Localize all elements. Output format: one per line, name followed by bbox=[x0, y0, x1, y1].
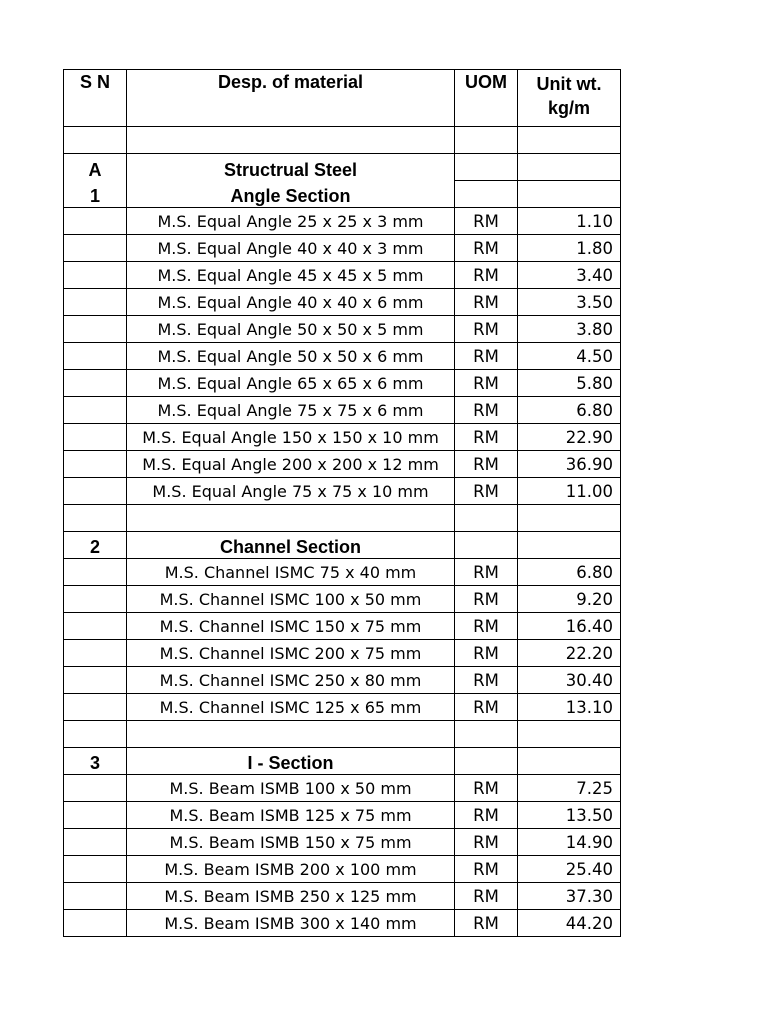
item-uom: RM bbox=[455, 343, 518, 370]
item-unit-weight: 1.10 bbox=[518, 208, 621, 235]
item-uom: RM bbox=[455, 451, 518, 478]
section-weight-cell bbox=[518, 181, 621, 208]
blank-cell bbox=[455, 721, 518, 748]
blank-cell bbox=[127, 505, 455, 532]
item-description: M.S. Beam ISMB 250 x 125 mm bbox=[127, 883, 455, 910]
item-uom: RM bbox=[455, 289, 518, 316]
item-unit-weight: 13.10 bbox=[518, 694, 621, 721]
item-uom: RM bbox=[455, 370, 518, 397]
blank-cell bbox=[64, 721, 127, 748]
item-sn-cell bbox=[64, 208, 127, 235]
item-sn-cell bbox=[64, 424, 127, 451]
header-sn: S N bbox=[64, 70, 127, 127]
material-table-body bbox=[64, 70, 621, 937]
item-description: M.S. Equal Angle 150 x 150 x 10 mm bbox=[127, 424, 455, 451]
group-title: Structrual Steel bbox=[127, 154, 455, 181]
item-row bbox=[64, 802, 621, 829]
section-uom-cell bbox=[455, 532, 518, 559]
item-sn-cell bbox=[64, 910, 127, 937]
item-description: M.S. Beam ISMB 100 x 50 mm bbox=[127, 775, 455, 802]
item-unit-weight: 25.40 bbox=[518, 856, 621, 883]
item-unit-weight: 3.80 bbox=[518, 316, 621, 343]
item-description: M.S. Beam ISMB 200 x 100 mm bbox=[127, 856, 455, 883]
item-description: M.S. Equal Angle 200 x 200 x 12 mm bbox=[127, 451, 455, 478]
item-unit-weight: 36.90 bbox=[518, 451, 621, 478]
header-row bbox=[64, 70, 621, 127]
section-number: 3 bbox=[64, 748, 127, 775]
item-sn-cell bbox=[64, 613, 127, 640]
item-uom: RM bbox=[455, 262, 518, 289]
item-unit-weight: 3.40 bbox=[518, 262, 621, 289]
item-sn-cell bbox=[64, 316, 127, 343]
item-description: M.S. Channel ISMC 125 x 65 mm bbox=[127, 694, 455, 721]
item-row bbox=[64, 586, 621, 613]
item-unit-weight: 37.30 bbox=[518, 883, 621, 910]
item-description: M.S. Beam ISMB 125 x 75 mm bbox=[127, 802, 455, 829]
item-row bbox=[64, 559, 621, 586]
item-sn-cell bbox=[64, 775, 127, 802]
header-unit-weight bbox=[518, 70, 621, 127]
item-description: M.S. Equal Angle 25 x 25 x 3 mm bbox=[127, 208, 455, 235]
item-sn-cell bbox=[64, 586, 127, 613]
item-unit-weight: 22.20 bbox=[518, 640, 621, 667]
section-row bbox=[64, 748, 621, 775]
item-description: M.S. Channel ISMC 200 x 75 mm bbox=[127, 640, 455, 667]
item-unit-weight: 44.20 bbox=[518, 910, 621, 937]
item-row bbox=[64, 451, 621, 478]
item-unit-weight: 9.20 bbox=[518, 586, 621, 613]
material-table bbox=[63, 69, 621, 937]
item-unit-weight: 11.00 bbox=[518, 478, 621, 505]
item-uom: RM bbox=[455, 478, 518, 505]
item-unit-weight: 3.50 bbox=[518, 289, 621, 316]
item-description: M.S. Equal Angle 40 x 40 x 3 mm bbox=[127, 235, 455, 262]
section-title: Channel Section bbox=[127, 532, 455, 559]
item-uom: RM bbox=[455, 559, 518, 586]
item-unit-weight: 5.80 bbox=[518, 370, 621, 397]
item-sn-cell bbox=[64, 397, 127, 424]
item-description: M.S. Equal Angle 50 x 50 x 5 mm bbox=[127, 316, 455, 343]
item-unit-weight: 6.80 bbox=[518, 397, 621, 424]
item-uom: RM bbox=[455, 316, 518, 343]
section-uom-cell bbox=[455, 748, 518, 775]
item-uom: RM bbox=[455, 640, 518, 667]
item-row bbox=[64, 397, 621, 424]
item-unit-weight: 7.25 bbox=[518, 775, 621, 802]
section-row bbox=[64, 532, 621, 559]
item-sn-cell bbox=[64, 883, 127, 910]
item-unit-weight: 6.80 bbox=[518, 559, 621, 586]
item-row bbox=[64, 613, 621, 640]
item-unit-weight: 1.80 bbox=[518, 235, 621, 262]
item-row bbox=[64, 289, 621, 316]
item-row bbox=[64, 424, 621, 451]
item-row bbox=[64, 694, 621, 721]
blank-cell bbox=[518, 505, 621, 532]
blank-cell bbox=[64, 505, 127, 532]
item-description: M.S. Equal Angle 40 x 40 x 6 mm bbox=[127, 289, 455, 316]
item-uom: RM bbox=[455, 694, 518, 721]
item-uom: RM bbox=[455, 235, 518, 262]
section-number: 2 bbox=[64, 532, 127, 559]
item-uom: RM bbox=[455, 883, 518, 910]
item-sn-cell bbox=[64, 451, 127, 478]
blank-row bbox=[64, 721, 621, 748]
item-sn-cell bbox=[64, 694, 127, 721]
blank-cell bbox=[518, 721, 621, 748]
item-row bbox=[64, 262, 621, 289]
item-uom: RM bbox=[455, 856, 518, 883]
section-number: 1 bbox=[64, 181, 127, 208]
item-description: M.S. Equal Angle 65 x 65 x 6 mm bbox=[127, 370, 455, 397]
item-row bbox=[64, 478, 621, 505]
item-uom: RM bbox=[455, 586, 518, 613]
item-unit-weight: 14.90 bbox=[518, 829, 621, 856]
item-description: M.S. Equal Angle 45 x 45 x 5 mm bbox=[127, 262, 455, 289]
item-description: M.S. Channel ISMC 150 x 75 mm bbox=[127, 613, 455, 640]
header-description: Desp. of material bbox=[127, 70, 455, 127]
section-title: I - Section bbox=[127, 748, 455, 775]
item-row bbox=[64, 208, 621, 235]
item-sn-cell bbox=[64, 478, 127, 505]
section-title: Angle Section bbox=[127, 181, 455, 208]
group-row bbox=[64, 154, 621, 181]
item-sn-cell bbox=[64, 856, 127, 883]
item-uom: RM bbox=[455, 397, 518, 424]
item-row bbox=[64, 640, 621, 667]
item-uom: RM bbox=[455, 667, 518, 694]
item-description: M.S. Beam ISMB 150 x 75 mm bbox=[127, 829, 455, 856]
item-row bbox=[64, 667, 621, 694]
item-unit-weight: 30.40 bbox=[518, 667, 621, 694]
item-sn-cell bbox=[64, 667, 127, 694]
item-description: M.S. Beam ISMB 300 x 140 mm bbox=[127, 910, 455, 937]
item-row bbox=[64, 883, 621, 910]
item-uom: RM bbox=[455, 910, 518, 937]
item-uom: RM bbox=[455, 775, 518, 802]
item-description: M.S. Channel ISMC 75 x 40 mm bbox=[127, 559, 455, 586]
item-row bbox=[64, 829, 621, 856]
section-uom-cell bbox=[455, 181, 518, 208]
item-sn-cell bbox=[64, 235, 127, 262]
item-row bbox=[64, 856, 621, 883]
item-row bbox=[64, 235, 621, 262]
item-description: M.S. Channel ISMC 100 x 50 mm bbox=[127, 586, 455, 613]
item-sn-cell bbox=[64, 343, 127, 370]
blank-cell bbox=[455, 505, 518, 532]
item-sn-cell bbox=[64, 802, 127, 829]
blank-row bbox=[64, 505, 621, 532]
item-description: M.S. Equal Angle 75 x 75 x 6 mm bbox=[127, 397, 455, 424]
item-unit-weight: 16.40 bbox=[518, 613, 621, 640]
section-weight-cell bbox=[518, 748, 621, 775]
item-unit-weight: 13.50 bbox=[518, 802, 621, 829]
item-uom: RM bbox=[455, 829, 518, 856]
item-description: M.S. Equal Angle 75 x 75 x 10 mm bbox=[127, 478, 455, 505]
blank-cell bbox=[127, 721, 455, 748]
item-uom: RM bbox=[455, 208, 518, 235]
item-description: M.S. Channel ISMC 250 x 80 mm bbox=[127, 667, 455, 694]
item-row bbox=[64, 775, 621, 802]
section-row bbox=[64, 181, 621, 208]
item-unit-weight: 22.90 bbox=[518, 424, 621, 451]
blank-row bbox=[64, 127, 621, 154]
item-sn-cell bbox=[64, 640, 127, 667]
item-uom: RM bbox=[455, 802, 518, 829]
section-weight-cell bbox=[518, 532, 621, 559]
group-code: A bbox=[64, 154, 127, 181]
header-unit-weight-label: Unit wt. bbox=[536, 74, 602, 94]
header-uom: UOM bbox=[455, 70, 518, 127]
item-sn-cell bbox=[64, 370, 127, 397]
item-sn-cell bbox=[64, 262, 127, 289]
item-description: M.S. Equal Angle 50 x 50 x 6 mm bbox=[127, 343, 455, 370]
item-sn-cell bbox=[64, 559, 127, 586]
item-uom: RM bbox=[455, 424, 518, 451]
item-sn-cell bbox=[64, 829, 127, 856]
item-sn-cell bbox=[64, 289, 127, 316]
item-row bbox=[64, 343, 621, 370]
item-row bbox=[64, 316, 621, 343]
header-unit-weight-unit: kg/m bbox=[547, 98, 590, 118]
item-row bbox=[64, 370, 621, 397]
item-uom: RM bbox=[455, 613, 518, 640]
item-row bbox=[64, 910, 621, 937]
item-unit-weight: 4.50 bbox=[518, 343, 621, 370]
